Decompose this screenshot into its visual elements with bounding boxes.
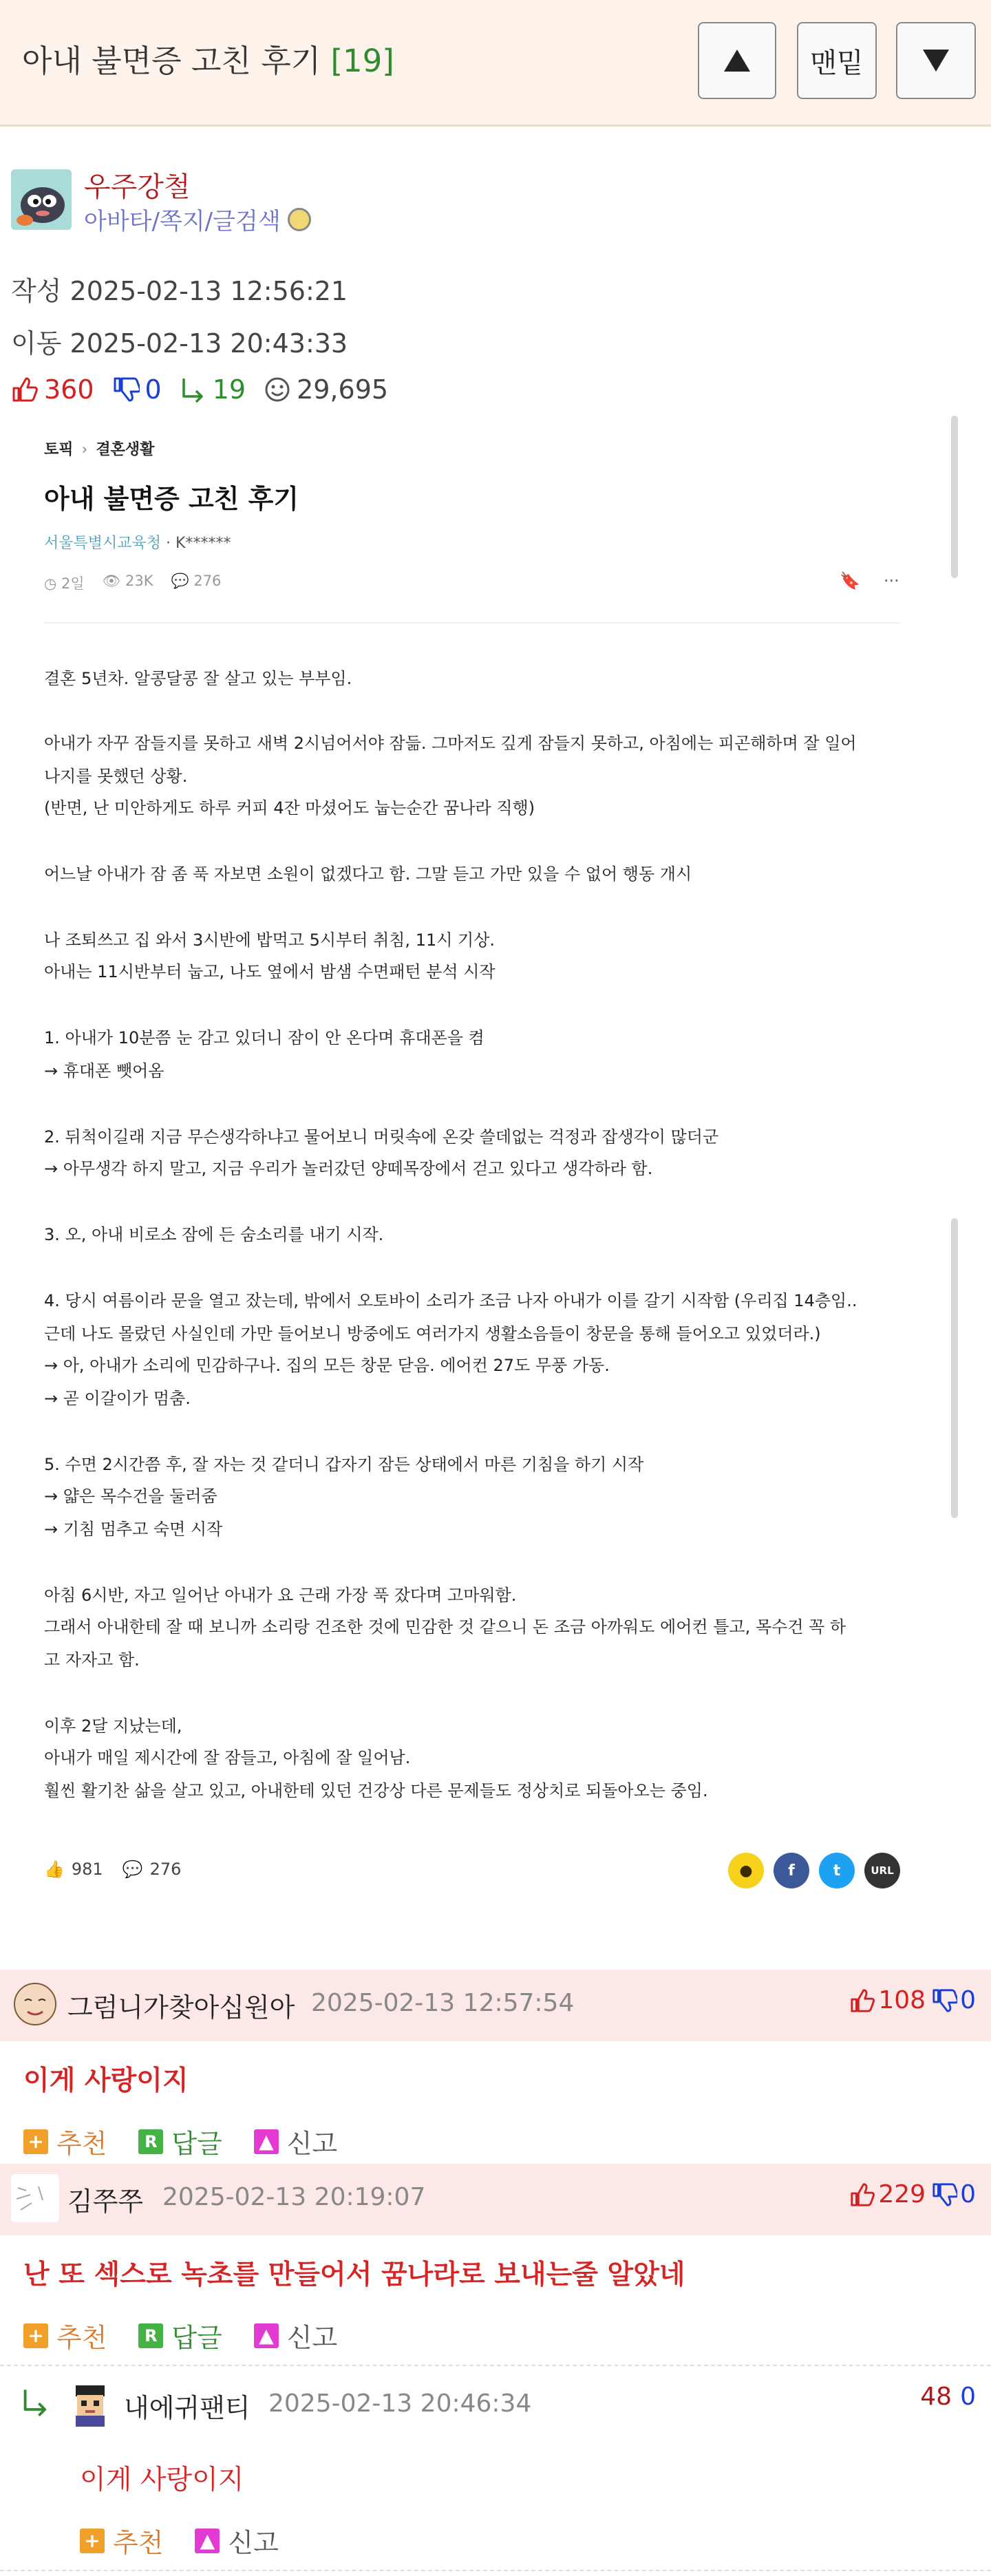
thumbs-up-icon[interactable] — [849, 1988, 875, 2014]
article-tools — [840, 571, 899, 590]
article-line: 5. 수면 2시간쯤 후, 잘 자는 것 같더니 갑자기 잠든 상태에서 마른 기침을 하기 시작 — [44, 1455, 644, 1474]
author-links[interactable] — [84, 202, 311, 236]
comment-actions — [23, 2122, 369, 2160]
speech-bubble-icon: 💬 — [122, 1860, 143, 1879]
article-footer-comment-count: 276 — [149, 1860, 182, 1879]
comment-actions — [23, 2317, 369, 2354]
article-user: · K****** — [161, 535, 231, 552]
medal-icon — [288, 208, 311, 231]
author-name[interactable]: 우주강철 — [84, 171, 191, 203]
plus-icon: + — [80, 2529, 105, 2553]
article-line: 1. 아내가 10분쯤 눈 감고 있더니 잠이 안 온다며 휴대폰을 켬 — [44, 1028, 484, 1047]
comment-actions — [80, 2522, 310, 2559]
chevron-right-icon: › — [81, 441, 88, 458]
bookmark-icon: 🔖 — [840, 571, 860, 590]
triangle-down-icon — [920, 47, 952, 74]
report-button[interactable] — [195, 2522, 278, 2559]
clock-icon: ◷ 2일 — [44, 575, 85, 592]
recommend-button[interactable] — [23, 2317, 107, 2354]
article-line: → 아, 아내가 소리에 민감하구나. 집의 모든 창문 닫음. 에어컨 27도 무풍 가동. — [44, 1356, 610, 1375]
article-line: 결혼 5년차. 알콩달콩 잘 살고 있는 부부임. — [44, 669, 352, 688]
plus-icon: + — [23, 2129, 48, 2154]
article-like-count: 981 — [71, 1860, 103, 1879]
written-label: 작성 — [11, 276, 62, 306]
like-count: 360 — [44, 374, 94, 405]
comment-dislike-count[interactable]: 0 — [960, 2383, 976, 2411]
thumbs-down-icon[interactable] — [931, 2182, 957, 2208]
article-time: 2일 — [61, 575, 85, 592]
recommend-label: 추천 — [56, 2323, 107, 2353]
dislike-count: 0 — [145, 374, 162, 405]
twitter-share-icon: t — [819, 1853, 855, 1888]
avatar-image — [11, 2174, 59, 2222]
article-meta — [44, 573, 221, 593]
scrollbar-thumb-2 — [951, 1218, 958, 1518]
comment-date: 2025-02-13 20:46:34 — [268, 2389, 532, 2418]
article-line: 근데 나도 몰랐던 사실인데 가만 들어보니 방중에도 여러가지 생활소음들이 창문을 통해 들어오고 있었더라.) — [44, 1324, 821, 1343]
article-line: → 휴대폰 뺏어옴 — [44, 1061, 164, 1081]
thumbs-down-icon — [112, 376, 140, 403]
scroll-up-button[interactable] — [698, 22, 776, 99]
comment-like-count: 229 — [878, 2180, 926, 2208]
article-line: → 곧 이갈이가 멈춤. — [44, 1389, 191, 1408]
more-dots-icon: ··· — [883, 571, 899, 590]
commenter-avatar[interactable] — [11, 1980, 59, 2028]
reply-button[interactable] — [138, 2122, 222, 2160]
article-line: 3. 오, 아내 비로소 잠에 든 숨소리를 내기 시작. — [44, 1225, 384, 1244]
alarm-icon: ▲ — [254, 2323, 279, 2348]
article-comments: 276 — [193, 573, 222, 589]
report-label: 신고 — [286, 2129, 338, 2159]
commenter-avatar[interactable] — [11, 2174, 59, 2222]
crumb-category: 결혼생활 — [96, 441, 155, 458]
comment-date: 2025-02-13 20:19:07 — [162, 2183, 426, 2211]
alarm-icon: ▲ — [195, 2529, 220, 2553]
recommend-label: 추천 — [56, 2129, 107, 2159]
written-date — [11, 270, 348, 308]
moved-date — [11, 322, 348, 360]
commenter-nick[interactable]: 내에귀팬티 — [124, 2393, 251, 2423]
avatar-image — [11, 1980, 59, 2028]
url-share-icon: URL — [864, 1853, 900, 1888]
report-label: 신고 — [286, 2323, 338, 2353]
like-stat[interactable] — [11, 374, 94, 405]
thumbs-down-icon[interactable] — [931, 1988, 957, 2014]
article-breadcrumb — [44, 438, 154, 459]
plus-icon: + — [23, 2323, 48, 2348]
comment-text: 이게 사랑이지 — [80, 2465, 244, 2495]
article-line: (반면, 난 미안하게도 하루 커피 4잔 마셨어도 눕는순간 꿈나라 직행) — [44, 798, 535, 818]
reply-icon: R — [138, 2129, 163, 2154]
comment-divider — [0, 2365, 991, 2366]
triangle-up-icon — [721, 47, 753, 74]
article-line: 훨씬 활기찬 삶을 살고 있고, 아내한테 있던 건강상 다른 문제들도 정상치로 되돌아오는 중임. — [44, 1781, 708, 1800]
thumbs-up-icon: 👍 — [44, 1860, 65, 1879]
reply-stat — [180, 374, 246, 405]
article-line: → 기침 멈추고 숙면 시작 — [44, 1520, 223, 1539]
facebook-share-icon: f — [774, 1853, 809, 1888]
article-like — [44, 1860, 103, 1879]
scroll-bottom-button[interactable]: 맨밑 — [797, 22, 877, 99]
top-bar — [0, 0, 991, 127]
reply-icon: R — [138, 2323, 163, 2348]
comment-votes — [849, 2180, 976, 2208]
comment-text: 이게 사랑이지 — [23, 2065, 189, 2096]
comment-header — [0, 2164, 991, 2235]
moved-label: 이동 — [11, 328, 62, 359]
reply-button[interactable] — [138, 2317, 222, 2354]
article-views: 23K — [125, 573, 153, 589]
comment-count: [19] — [330, 43, 394, 79]
scroll-down-button[interactable] — [896, 22, 976, 99]
comment-like-count[interactable]: 48 — [920, 2383, 952, 2411]
article-divider — [44, 622, 900, 624]
article-screenshot — [21, 416, 977, 1898]
article-line: 고 자자고 함. — [44, 1650, 140, 1670]
article-comment — [122, 1860, 182, 1879]
article-author — [44, 531, 231, 553]
comment-votes — [920, 2383, 976, 2411]
report-button[interactable] — [254, 2317, 337, 2354]
report-label: 신고 — [228, 2528, 279, 2558]
dislike-stat[interactable] — [112, 374, 162, 405]
recommend-button[interactable] — [80, 2522, 163, 2559]
comment-divider — [0, 2570, 991, 2571]
avatar-image — [66, 2380, 114, 2428]
reply-count: 19 — [212, 374, 246, 405]
smiley-icon — [264, 376, 291, 403]
comment-dislike-count: 0 — [960, 1986, 976, 2014]
scrollbar-thumb-1 — [951, 416, 958, 578]
reply-label: 답글 — [171, 2129, 222, 2159]
commenter-avatar[interactable] — [66, 2380, 114, 2428]
article-line: 아내는 11시반부터 눕고, 나도 옆에서 밤샘 수면패턴 분석 시작 — [44, 962, 496, 981]
thumbs-up-icon[interactable] — [849, 2182, 875, 2208]
post-title: 아내 불면증 고친 후기 — [22, 43, 321, 79]
commenter-nick[interactable]: 그럼니가찾아십원아 — [67, 1992, 295, 2023]
comment-dislike-count: 0 — [960, 2180, 976, 2208]
article-line: 아내가 매일 제시간에 잘 잠들고, 아침에 잘 일어남. — [44, 1748, 411, 1767]
article-line: 4. 당시 여름이라 문을 열고 잤는데, 밖에서 오토바이 소리가 조금 나자 아내가 이를 갈기 시작함 (우리집 14층임.. — [44, 1291, 857, 1310]
written-value: 2025-02-13 12:56:21 — [70, 276, 348, 306]
commenter-nick[interactable]: 김쭈쭈 — [67, 2186, 144, 2217]
article-org: 서울특별시교육청 — [44, 535, 162, 552]
comment-text: 난 또 섹스로 녹초를 만들어서 꿈나라로 보내는줄 알았네 — [23, 2259, 685, 2290]
reply-arrow-icon — [180, 376, 207, 403]
comment-date: 2025-02-13 12:57:54 — [311, 1989, 575, 2017]
recommend-label: 추천 — [113, 2528, 164, 2558]
speech-bubble-icon: 💬 276 — [171, 573, 222, 589]
article-line: 그래서 아내한테 잘 때 보니까 소리랑 건조한 것에 민감한 것 같으니 돈 조금 아까워도 에어컨 틀고, 목수건 꼭 하 — [44, 1617, 846, 1637]
comment-like-count: 108 — [878, 1986, 926, 2014]
article-footer — [44, 1860, 181, 1879]
report-button[interactable] — [254, 2122, 337, 2160]
article-line: 나 조퇴쓰고 집 와서 3시반에 밥먹고 5시부터 취침, 11시 기상. — [44, 930, 496, 950]
recommend-button[interactable] — [23, 2122, 107, 2160]
article-line: 어느날 아내가 잠 좀 푹 자보면 소원이 없겠다고 함. 그말 듣고 가만 있을 수 없어 행동 개시 — [44, 864, 692, 884]
article-line: 아내가 자꾸 잠들지를 못하고 새벽 2시넘어서야 잠듦. 그마저도 깊게 잠들지 못하고, 아침에는 피곤해하며 잘 일어 — [44, 734, 857, 753]
kakao-share-icon: ● — [728, 1853, 764, 1888]
moved-value: 2025-02-13 20:43:33 — [70, 328, 348, 359]
view-count: 29,695 — [297, 374, 389, 405]
view-stat — [264, 374, 388, 405]
article-line: 나지를 못했던 상황. — [44, 767, 188, 786]
crumb-topic: 토픽 — [44, 441, 74, 458]
article-line: 이후 2달 지났는데, — [44, 1716, 182, 1736]
author-menu-links[interactable]: 아바타/쪽지/글검색 — [84, 208, 281, 235]
reply-label: 답글 — [171, 2323, 222, 2353]
page-title — [22, 36, 394, 81]
thumbs-up-icon — [11, 376, 39, 403]
comment-votes — [849, 1986, 976, 2014]
alarm-icon: ▲ — [254, 2129, 279, 2154]
article-line: 2. 뒤척이길래 지금 무슨생각하냐고 물어보니 머릿속에 온갖 쓸데없는 걱정과 잡생각이 많더군 — [44, 1127, 719, 1147]
eye-icon: 👁 23K — [102, 573, 153, 589]
reply-arrow-icon — [21, 2387, 51, 2417]
article-title: 아내 불면증 고친 후기 — [44, 484, 299, 514]
author-avatar[interactable] — [11, 169, 72, 230]
article-line: 아침 6시반, 자고 일어난 아내가 요 근래 가장 푹 잤다며 고마워함. — [44, 1586, 517, 1605]
article-line: → 아무생각 하지 말고, 지금 우리가 놀러갔던 양떼목장에서 걷고 있다고 생각하라 함. — [44, 1159, 653, 1178]
post-stats — [11, 374, 406, 405]
article-line: → 얇은 목수건을 둘러줌 — [44, 1487, 217, 1506]
avatar-image — [11, 169, 72, 230]
